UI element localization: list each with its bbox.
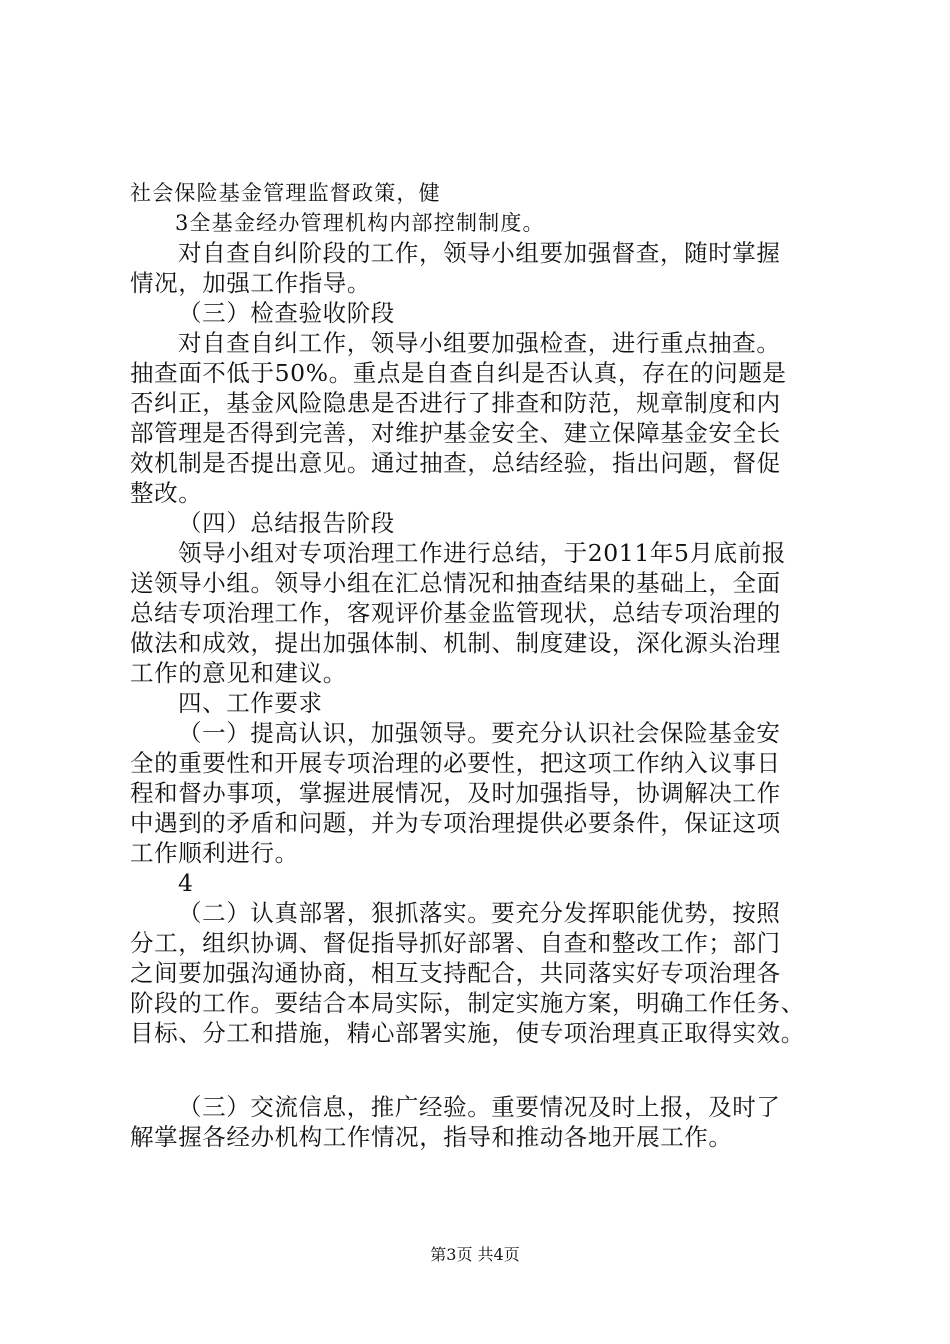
text-line: 情况，加强工作指导。 xyxy=(130,269,371,297)
text-line: 阶段的工作。要结合本局实际，制定实施方案，明确工作任务、 xyxy=(130,989,805,1017)
section-heading: 四、工作要求 xyxy=(178,689,323,717)
text-line: 送领导小组。领导小组在汇总情况和抽查结果的基础上，全面 xyxy=(130,569,781,597)
text-line: 总结专项治理工作，客观评价基金监管现状，总结专项治理的 xyxy=(130,599,781,627)
text-line: 3全基金经办管理机构内部控制制度。 xyxy=(175,211,545,235)
section-heading: （三）检查验收阶段 xyxy=(178,299,395,327)
text-line: 4 xyxy=(178,869,194,897)
text-line: （二）认真部署，狠抓落实。要充分发挥职能优势，按照 xyxy=(178,899,781,927)
text-line: 领导小组对专项治理工作进行总结，于2011年5月底前报 xyxy=(178,539,786,567)
page-number: 第3页 共4页 xyxy=(430,1245,520,1264)
text-line: 对自查自纠阶段的工作，领导小组要加强督查，随时掌握 xyxy=(178,239,781,267)
text-line: 整改。 xyxy=(130,479,203,507)
text-line: 中遇到的矛盾和问题，并为专项治理提供必要条件，保证这项 xyxy=(130,809,781,837)
text-line: 否纠正，基金风险隐患是否进行了排查和防范，规章制度和内 xyxy=(130,389,781,417)
text-line: 对自查自纠工作，领导小组要加强检查，进行重点抽查。 xyxy=(178,329,781,357)
text-line: 全的重要性和开展专项治理的必要性，把这项工作纳入议事日 xyxy=(130,749,781,777)
text-line: 做法和成效，提出加强体制、机制、制度建设，深化源头治理 xyxy=(130,629,781,657)
text-line: 工作的意见和建议。 xyxy=(130,659,347,687)
section-heading: （四）总结报告阶段 xyxy=(178,509,395,537)
text-line: 抽查面不低于50%。重点是自查自纠是否认真，存在的问题是 xyxy=(130,359,787,387)
text-line: 之间要加强沟通协商，相互支持配合，共同落实好专项治理各 xyxy=(130,959,781,987)
text-line: （三）交流信息，推广经验。重要情况及时上报，及时了 xyxy=(178,1093,781,1121)
text-line: 工作顺利进行。 xyxy=(130,839,299,867)
text-line: 目标、分工和措施，精心部署实施，使专项治理真正取得实效。 xyxy=(130,1019,805,1047)
text-line: 程和督办事项，掌握进展情况，及时加强指导，协调解决工作 xyxy=(130,779,781,807)
text-line: 社会保险基金管理监督政策，健 xyxy=(130,181,441,205)
text-line: 部管理是否得到完善，对维护基金安全、建立保障基金安全长 xyxy=(130,419,781,447)
text-line: （一）提高认识，加强领导。要充分认识社会保险基金安 xyxy=(178,719,781,747)
text-line: 分工，组织协调、督促指导抓好部署、自查和整改工作；部门 xyxy=(130,929,781,957)
text-line: 效机制是否提出意见。通过抽查，总结经验，指出问题，督促 xyxy=(130,449,781,477)
text-line: 解掌握各经办机构工作情况，指导和推动各地开展工作。 xyxy=(130,1123,733,1151)
